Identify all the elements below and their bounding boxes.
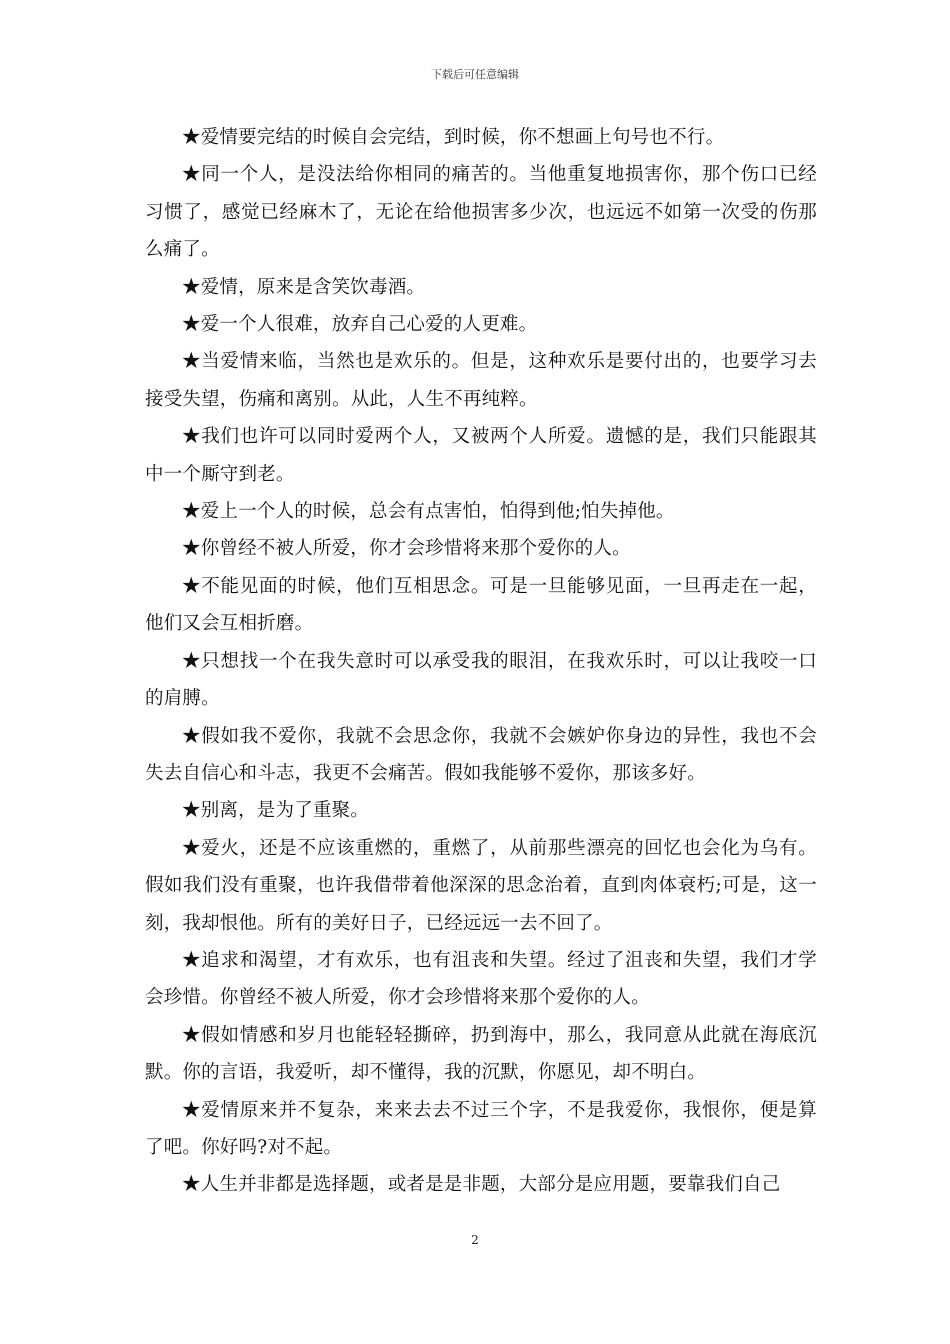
paragraph: ★追求和渴望，才有欢乐，也有沮丧和失望。经过了沮丧和失望，我们才学会珍惜。你曾经不被人所爱，你才会珍惜将来那个爱你的人。 bbox=[145, 949, 817, 1009]
paragraph: ★你曾经不被人所爱，你才会珍惜将来那个爱你的人。 bbox=[182, 538, 631, 560]
paragraph: ★假如我不爱你，我就不会思念你，我就不会嫉妒你身边的异性，我也不会失去自信心和斗志，我更不会痛苦。假如我能够不爱你，那该多好。 bbox=[145, 725, 817, 784]
paragraph: ★同一个人，是没法给你相同的痛苦的。当他重复地损害你，那个伤口已经习惯了，感觉已经麻木了，无论在给他损害多少次，也远远不如第一次受的伤那么痛了。 bbox=[145, 164, 817, 261]
paragraph: ★当爱情来临，当然也是欢乐的。但是，这种欢乐是要付出的，也要学习去接受失望，伤痛和离别。从此，人生不再纯粹。 bbox=[145, 351, 817, 410]
paragraph: ★爱火，还是不应该重燃的，重燃了，从前那些漂亮的回忆也会化为乌有。假如我们没有重聚，也许我借带着他深深的思念治着，直到肉体衰朽;可是，这一刻，我却恨他。所有的美好日子，已经远远一去不回了。 bbox=[145, 837, 817, 934]
document-body bbox=[145, 119, 817, 1204]
page-header: 下载后可任意编辑 bbox=[431, 68, 519, 81]
paragraph: ★别离，是为了重聚。 bbox=[182, 800, 370, 822]
paragraph: ★不能见面的时候，他们互相思念。可是一旦能够见面，一旦再走在一起，他们又会互相折磨。 bbox=[145, 575, 817, 635]
paragraph: ★爱一个人很难，放弃自己心爱的人更难。 bbox=[182, 314, 538, 336]
paragraph: ★爱情原来并不复杂，来来去去不过三个字，不是我爱你，我恨你，便是算了吧。你好吗?对不起。 bbox=[145, 1099, 817, 1158]
paragraph: ★爱情要完结的时候自会完结，到时候，你不想画上句号也不行。 bbox=[182, 127, 725, 148]
paragraph: ★我们也许可以同时爱两个人，又被两个人所爱。遗憾的是，我们只能跟其中一个厮守到老。 bbox=[145, 426, 817, 485]
paragraph: ★人生并非都是选择题，或者是是非题，大部分是应用题，要靠我们自己 bbox=[182, 1174, 781, 1196]
paragraph: ★只想找一个在我失意时可以承受我的眼泪，在我欢乐时，可以让我咬一口的肩膊。 bbox=[145, 650, 817, 710]
paragraph: ★爱情，原来是含笑饮毒酒。 bbox=[182, 276, 426, 298]
paragraph: ★爱上一个人的时候，总会有点害怕，怕得到他;怕失掉他。 bbox=[182, 501, 675, 523]
paragraph: ★假如情感和岁月也能轻轻撕碎，扔到海中，那么，我同意从此就在海底沉默。你的言语，我爱听，却不懂得，我的沉默，你愿见，却不明白。 bbox=[145, 1024, 817, 1084]
page-number: 2 bbox=[471, 1233, 479, 1247]
